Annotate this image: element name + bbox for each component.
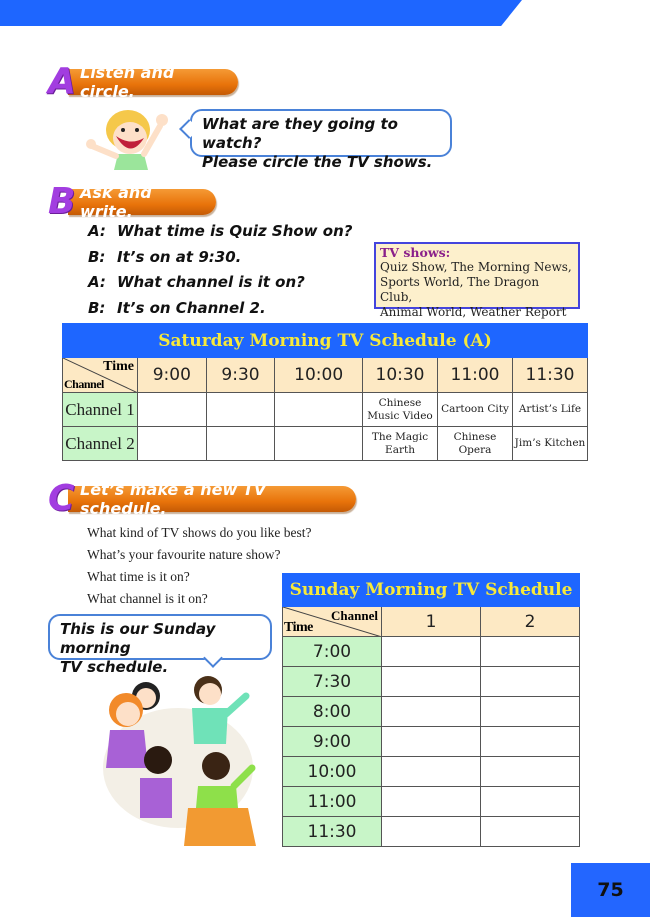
schedule-cell[interactable]	[382, 637, 481, 667]
tv-shows-line: Sports World, The Dragon Club,	[380, 275, 540, 304]
time-header: 10:00	[275, 358, 363, 393]
schedule-cell: Artist’s Life	[513, 393, 588, 427]
channel-label: Channel 1	[63, 393, 138, 427]
schedule-cell[interactable]	[382, 697, 481, 727]
time-header: 11:00	[438, 358, 513, 393]
schedule-cell: Chinese Music Video	[363, 393, 438, 427]
question: What’s your favourite nature show?	[87, 547, 281, 562]
dialog	[88, 222, 352, 324]
schedule-cell[interactable]	[481, 817, 580, 847]
saturday-schedule-title: Saturday Morning TV Schedule (A)	[63, 324, 588, 358]
channel-header: 2	[481, 607, 580, 637]
schedule-cell[interactable]	[138, 427, 207, 461]
section-b-title: Ask and write.	[68, 189, 216, 215]
tv-shows-line: Animal World, Weather Report	[380, 305, 567, 319]
schedule-cell[interactable]	[275, 393, 363, 427]
schedule-cell[interactable]	[382, 787, 481, 817]
dialog-line: A: What channel is it on?	[88, 273, 305, 291]
table-row	[283, 787, 580, 817]
schedule-cell: Jim’s Kitchen	[513, 427, 588, 461]
section-c-title: Let’s make a new TV schedule.	[68, 486, 356, 512]
time-label: 11:30	[283, 817, 382, 847]
schedule-cell[interactable]	[206, 427, 275, 461]
corner-header: Channel Time	[283, 607, 382, 637]
corner-header: Time Channel	[63, 358, 138, 393]
top-banner	[0, 0, 522, 26]
bubble-line: This is our Sunday morning	[60, 620, 216, 657]
schedule-cell[interactable]	[382, 727, 481, 757]
discussion-questions	[87, 525, 311, 613]
tv-shows-line: Quiz Show, The Morning News,	[380, 260, 572, 274]
question: What channel is it on?	[87, 591, 208, 606]
table-row	[283, 697, 580, 727]
channel-header: 1	[382, 607, 481, 637]
dialog-line: A: What time is Quiz Show on?	[88, 222, 353, 240]
time-label: 10:00	[283, 757, 382, 787]
tv-shows-title: TV shows:	[380, 245, 451, 260]
schedule-cell[interactable]	[481, 697, 580, 727]
schedule-cell[interactable]	[382, 757, 481, 787]
time-header: 11:30	[513, 358, 588, 393]
time-header: 9:00	[138, 358, 207, 393]
section-b-header	[48, 181, 216, 222]
schedule-cell: Cartoon City	[438, 393, 513, 427]
time-label: 8:00	[283, 697, 382, 727]
schedule-cell[interactable]	[206, 393, 275, 427]
time-header: 10:30	[363, 358, 438, 393]
section-b-letter: B	[48, 181, 76, 222]
schedule-cell[interactable]	[481, 727, 580, 757]
table-row	[63, 393, 588, 427]
time-label: 11:00	[283, 787, 382, 817]
schedule-cell[interactable]	[481, 787, 580, 817]
table-row	[283, 817, 580, 847]
section-a-letter: A	[48, 61, 76, 102]
section-c-letter: C	[48, 478, 75, 519]
section-c-header	[48, 478, 356, 519]
time-label: 7:30	[283, 667, 382, 697]
time-header: 9:30	[206, 358, 275, 393]
tv-shows-box	[374, 242, 580, 319]
question: What time is it on?	[87, 569, 190, 584]
dialog-line: B: It’s on Channel 2.	[88, 298, 266, 317]
schedule-cell[interactable]	[382, 667, 481, 697]
bubble-line: TV schedule.	[60, 658, 169, 676]
schedule-cell[interactable]	[481, 757, 580, 787]
section-c-speech-bubble	[48, 614, 272, 676]
section-a-speech-bubble	[190, 109, 452, 171]
schedule-cell[interactable]	[481, 637, 580, 667]
channel-label: Channel 2	[63, 427, 138, 461]
schedule-cell[interactable]	[481, 667, 580, 697]
sunday-schedule-table	[282, 573, 580, 847]
table-row	[283, 637, 580, 667]
section-a-title: Listen and circle.	[68, 69, 238, 95]
saturday-schedule-table	[62, 323, 588, 461]
time-label: 9:00	[283, 727, 382, 757]
children-group-illustration	[88, 668, 268, 848]
bubble-line: Please circle the TV shows.	[202, 153, 433, 171]
bubble-line: What are they going to watch?	[202, 115, 398, 152]
table-row	[63, 427, 588, 461]
schedule-cell: The Magic Earth	[363, 427, 438, 461]
schedule-cell[interactable]	[275, 427, 363, 461]
dialog-line: B: It’s on at 9:30.	[88, 247, 242, 266]
schedule-cell[interactable]	[138, 393, 207, 427]
girl-waving-illustration	[86, 98, 176, 170]
page-number: 75	[571, 863, 650, 917]
section-a-header	[48, 61, 238, 102]
time-label: 7:00	[283, 637, 382, 667]
question: What kind of TV shows do you like best?	[87, 525, 312, 540]
table-row	[283, 757, 580, 787]
table-row	[283, 727, 580, 757]
sunday-schedule-title: Sunday Morning TV Schedule	[283, 574, 580, 607]
schedule-cell[interactable]	[382, 817, 481, 847]
schedule-cell: Chinese Opera	[438, 427, 513, 461]
table-row	[283, 667, 580, 697]
